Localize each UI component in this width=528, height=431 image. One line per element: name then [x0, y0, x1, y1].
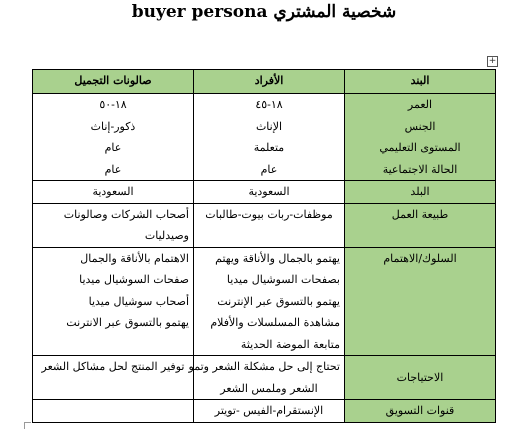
behavior-salons-line: يهتمو بالتسوق عبر الانترنت: [66, 316, 189, 329]
behavior-individuals-line: يهتمو بالجمال والأناقة ويهتم: [215, 251, 340, 265]
label-age: العمر: [407, 98, 433, 111]
demographics-individuals: [194, 94, 345, 181]
work-individuals-line: موظفات-ربات بيوت-طالبات: [205, 207, 333, 221]
country-salons: السعودية: [33, 181, 194, 204]
salons-gender: ذكور-إناث: [90, 119, 136, 133]
marketing-individuals: الإنستقرام-الفيس -تويتر: [194, 400, 345, 423]
needs-salons: [33, 356, 194, 400]
work-salons-line: وصيدليات: [144, 229, 189, 242]
behavior-salons-line: أصحاب سوشيال ميديا: [88, 294, 189, 308]
demographics-salons: [33, 94, 194, 181]
individuals-age: ١٨-٤٥: [255, 98, 283, 111]
label-marital-status: الحالة الاجتماعية: [382, 162, 458, 176]
behavior-salons-line: صفحات السوشيال ميديا: [79, 273, 189, 286]
salons-age: ١٨-٥٠: [99, 98, 127, 111]
behavior-salons: [33, 247, 194, 356]
salons-education: عام: [104, 141, 122, 154]
table-row-behavior: [33, 247, 496, 356]
table-row-demographics: [33, 94, 496, 181]
label-education: المستوى التعليمي: [379, 141, 461, 154]
needs-individuals-line: الشعر وملمس الشعر: [220, 381, 318, 395]
page-title: شخصية المشتري buyer persona: [131, 2, 397, 22]
header-item: البند: [345, 70, 496, 94]
label-gender: الجنس: [404, 119, 436, 133]
table-header-row: [33, 70, 496, 94]
marketing-salons: [33, 400, 194, 423]
header-individuals: الأفراد: [194, 70, 345, 94]
individuals-marital-status: عام: [260, 162, 278, 176]
salons-marital-status: عام: [104, 162, 122, 176]
behavior-individuals: [194, 247, 345, 356]
behavior-individuals-line: بصفحات السوشيال ميديا: [226, 273, 340, 286]
margin-corner-mark: [24, 422, 31, 429]
table-row-work: [33, 203, 496, 247]
work-salons: [33, 203, 194, 247]
marketing-label: قنوات التسويق: [345, 400, 496, 423]
country-label: البلد: [345, 181, 496, 204]
work-label: طبيعة العمل: [345, 203, 496, 247]
country-individuals: السعودية: [194, 181, 345, 204]
individuals-gender: الإناث: [255, 119, 283, 133]
table-row-marketing: [33, 400, 496, 423]
work-salons-line: أصحاب الشركات وصالونات: [63, 207, 189, 221]
needs-individuals-line: تحتاج إلى حل مشكلة الشعر وتمو: [188, 360, 340, 373]
table-row-country: [33, 181, 496, 204]
work-individuals: [194, 203, 345, 247]
header-salons: صالونات التجميل: [33, 70, 194, 94]
behavior-individuals-line: يهتمو بالتسوق عبر الإنترنت: [217, 294, 340, 308]
behavior-salons-line: الاهتمام بالأناقة والجمال: [80, 251, 189, 265]
behavior-individuals-line: متابعة الموضة الحديثة: [240, 337, 340, 351]
behavior-individuals-line: مشاهدة المسلسلات والأفلام: [210, 316, 340, 329]
demographics-labels: [345, 94, 496, 181]
behavior-label: السلوك/الاهتمام: [345, 247, 496, 356]
needs-salons-line: توفير المنتج لحل مشاكل الشعر: [41, 360, 185, 373]
table-row-needs: [33, 356, 496, 400]
persona-table: [32, 69, 496, 423]
needs-label: الاحتياجات: [345, 356, 496, 400]
individuals-education: متعلمة: [253, 141, 285, 154]
needs-individuals: [188, 356, 345, 400]
table-move-handle-icon[interactable]: +: [488, 56, 497, 66]
